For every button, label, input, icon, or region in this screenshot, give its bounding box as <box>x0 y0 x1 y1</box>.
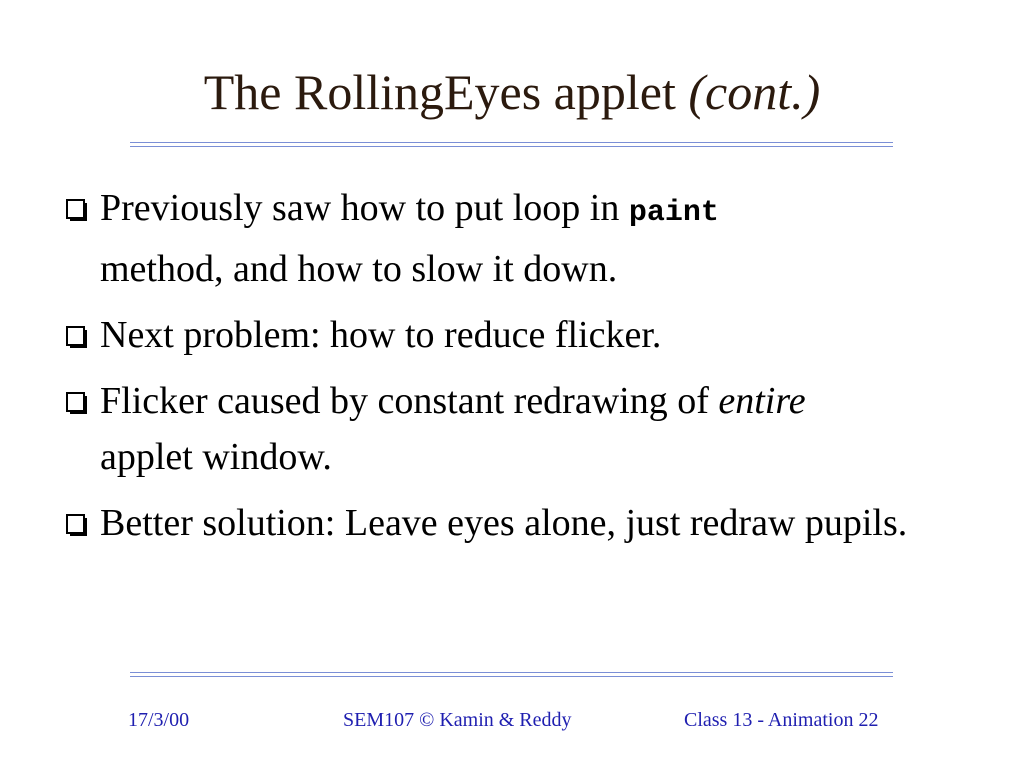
slide-title-main: The RollingEyes applet <box>203 64 689 120</box>
top-divider <box>130 142 893 147</box>
bullet-item <box>60 373 960 485</box>
checkbox-bullet-icon <box>64 324 88 348</box>
bullet-text: Previously saw how to put loop in <box>100 187 629 229</box>
checkbox-bullet-icon <box>64 390 88 414</box>
slide-title-italic: (cont.) <box>688 64 821 120</box>
slide-title <box>0 62 1024 122</box>
bullet-list <box>60 180 960 561</box>
footer-page: Class 13 - Animation 22 <box>684 709 879 731</box>
bullet-text: Next problem: how to reduce flicker. <box>100 314 662 356</box>
checkbox-bullet-icon <box>64 512 88 536</box>
code-paint: paint <box>628 196 719 230</box>
checkbox-bullet-icon <box>64 197 88 221</box>
footer-date: 17/3/00 <box>128 709 190 731</box>
bullet-text-cont: applet window. <box>100 436 332 478</box>
bullet-item <box>60 307 960 363</box>
bullet-text-cont: method, and how to slow it down. <box>100 248 618 290</box>
bullet-item <box>60 180 960 297</box>
bullet-item <box>60 495 960 551</box>
bullet-text: Better solution: Leave eyes alone, just redraw pupils. <box>100 502 908 544</box>
bullet-text: Flicker caused by constant redrawing of <box>100 380 719 422</box>
footer-course: SEM107 © Kamin & Reddy <box>343 709 572 731</box>
bottom-divider <box>130 672 893 677</box>
italic-entire: entire <box>718 380 806 422</box>
